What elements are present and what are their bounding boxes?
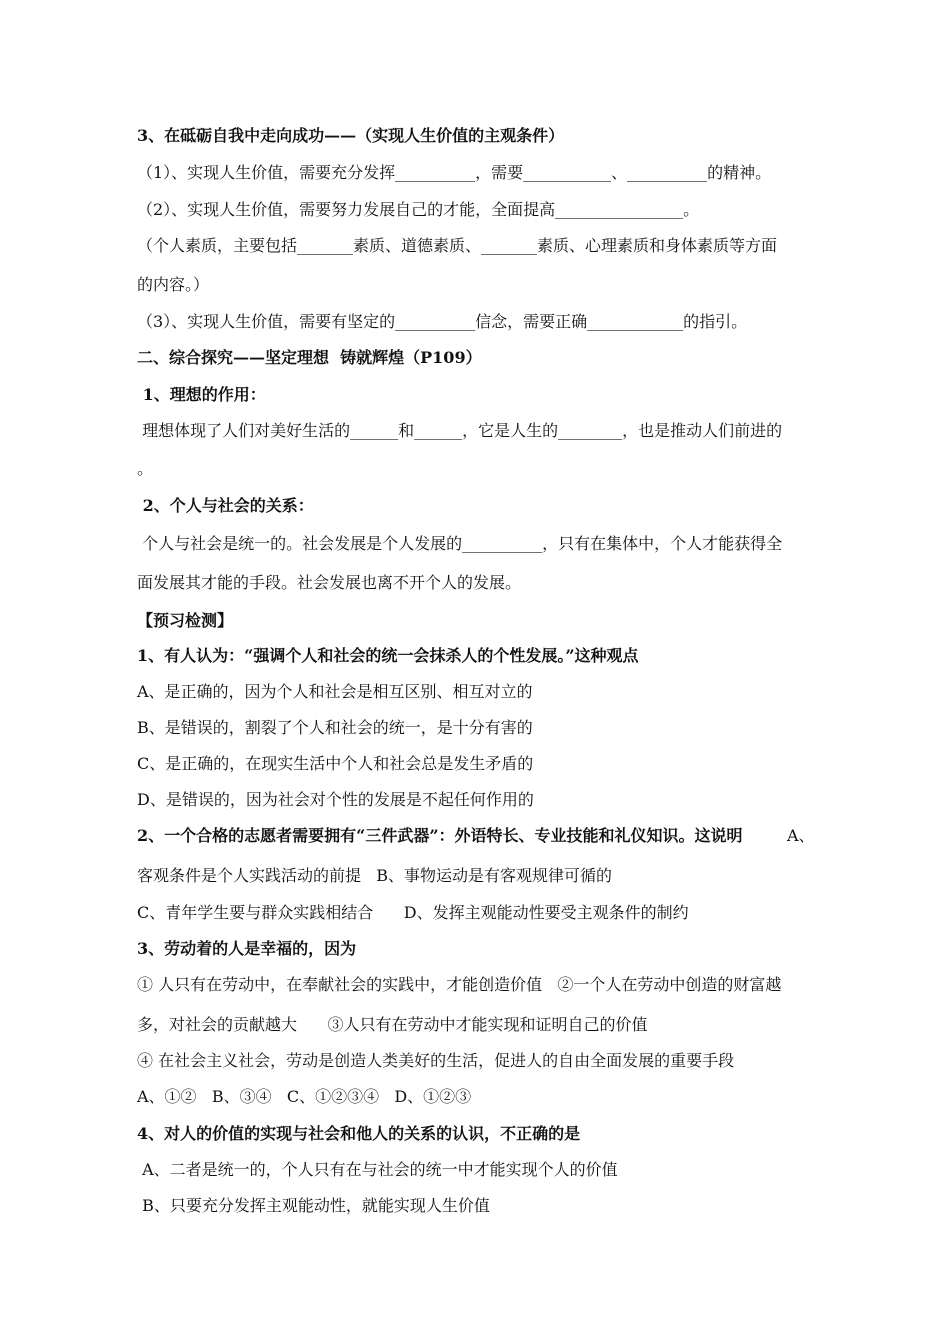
sub-heading: 1、理想的作用： [137,385,266,404]
text-line: 的内容。） [137,275,210,294]
option: B、只要充分发挥主观能动性，就能实现人生价值 [137,1196,490,1215]
option: 客观条件是个人实践活动的前提 B、事物运动是有客观规律可循的 [137,866,613,885]
option: C、青年学生要与群众实践相结合 D、发挥主观能动性要受主观条件的制约 [137,903,689,922]
text-line: 面发展其才能的手段。社会发展也离不开个人的发展。 [137,573,522,592]
section-heading: 3、在砥砺自我中走向成功——（实现人生价值的主观条件） [137,126,565,145]
text-line: （1）、实现人生价值，需要充分发挥__________，需要___________、__________的精神。 [137,163,772,182]
option: C、是正确的，在现实生活中个人和社会总是发生矛盾的 [137,754,534,773]
question: 1、有人认为：“强调个人和社会的统一会抹杀人的个性发展。”这种观点 [137,646,639,665]
text-line: 多，对社会的贡献越大 ③人只有在劳动中才能实现和证明自己的价值 [137,1015,648,1034]
question: 2、一个合格的志愿者需要拥有“三件武器”：外语特长、专业技能和礼仪知识。这说明 [137,826,743,845]
question: 4、对人的价值的实现与社会和他人的关系的认识，不正确的是 [137,1124,581,1143]
text-line: （2）、实现人生价值，需要努力发展自己的才能，全面提高________________。 [137,200,700,219]
text-line: ① 人只有在劳动中，在奉献社会的实践中，才能创造价值 ②一个人在劳动中创造的财富越 [137,975,782,994]
text-line: ④ 在社会主义社会，劳动是创造人类美好的生活，促进人的自由全面发展的重要手段 [137,1051,735,1070]
text-line: 个人与社会是统一的。社会发展是个人发展的__________，只有在集体中，个人才能获得全 [137,534,783,553]
text-line: 理想体现了人们对美好生活的______和______，它是人生的________，也是推动人们前进的 [137,421,783,440]
option-label: A、 [787,826,815,845]
section-heading: 二、综合探究——坚定理想 铸就辉煌（P109） [137,348,482,367]
sub-heading: 2、个人与社会的关系： [137,496,314,515]
text-line: （个人素质，主要包括_______素质、道德素质、_______素质、心理素质和身体素质等方面 [137,236,778,255]
question: 3、劳动着的人是幸福的，因为 [137,939,357,958]
section-heading: 【预习检测】 [137,611,234,630]
option: B、是错误的，割裂了个人和社会的统一，是十分有害的 [137,718,533,737]
text-line: 。 [137,459,154,478]
option: A、二者是统一的，个人只有在与社会的统一中才能实现个人的价值 [137,1160,618,1179]
text-line: （3）、实现人生价值，需要有坚定的__________信念，需要正确____________的指引。 [137,312,748,331]
option: D、是错误的，因为社会对个性的发展是不起任何作用的 [137,790,534,809]
option: A、是正确的，因为个人和社会是相互区别、相互对立的 [137,682,533,701]
option: A、①② B、③④ C、①②③④ D、①②③ [137,1087,472,1106]
